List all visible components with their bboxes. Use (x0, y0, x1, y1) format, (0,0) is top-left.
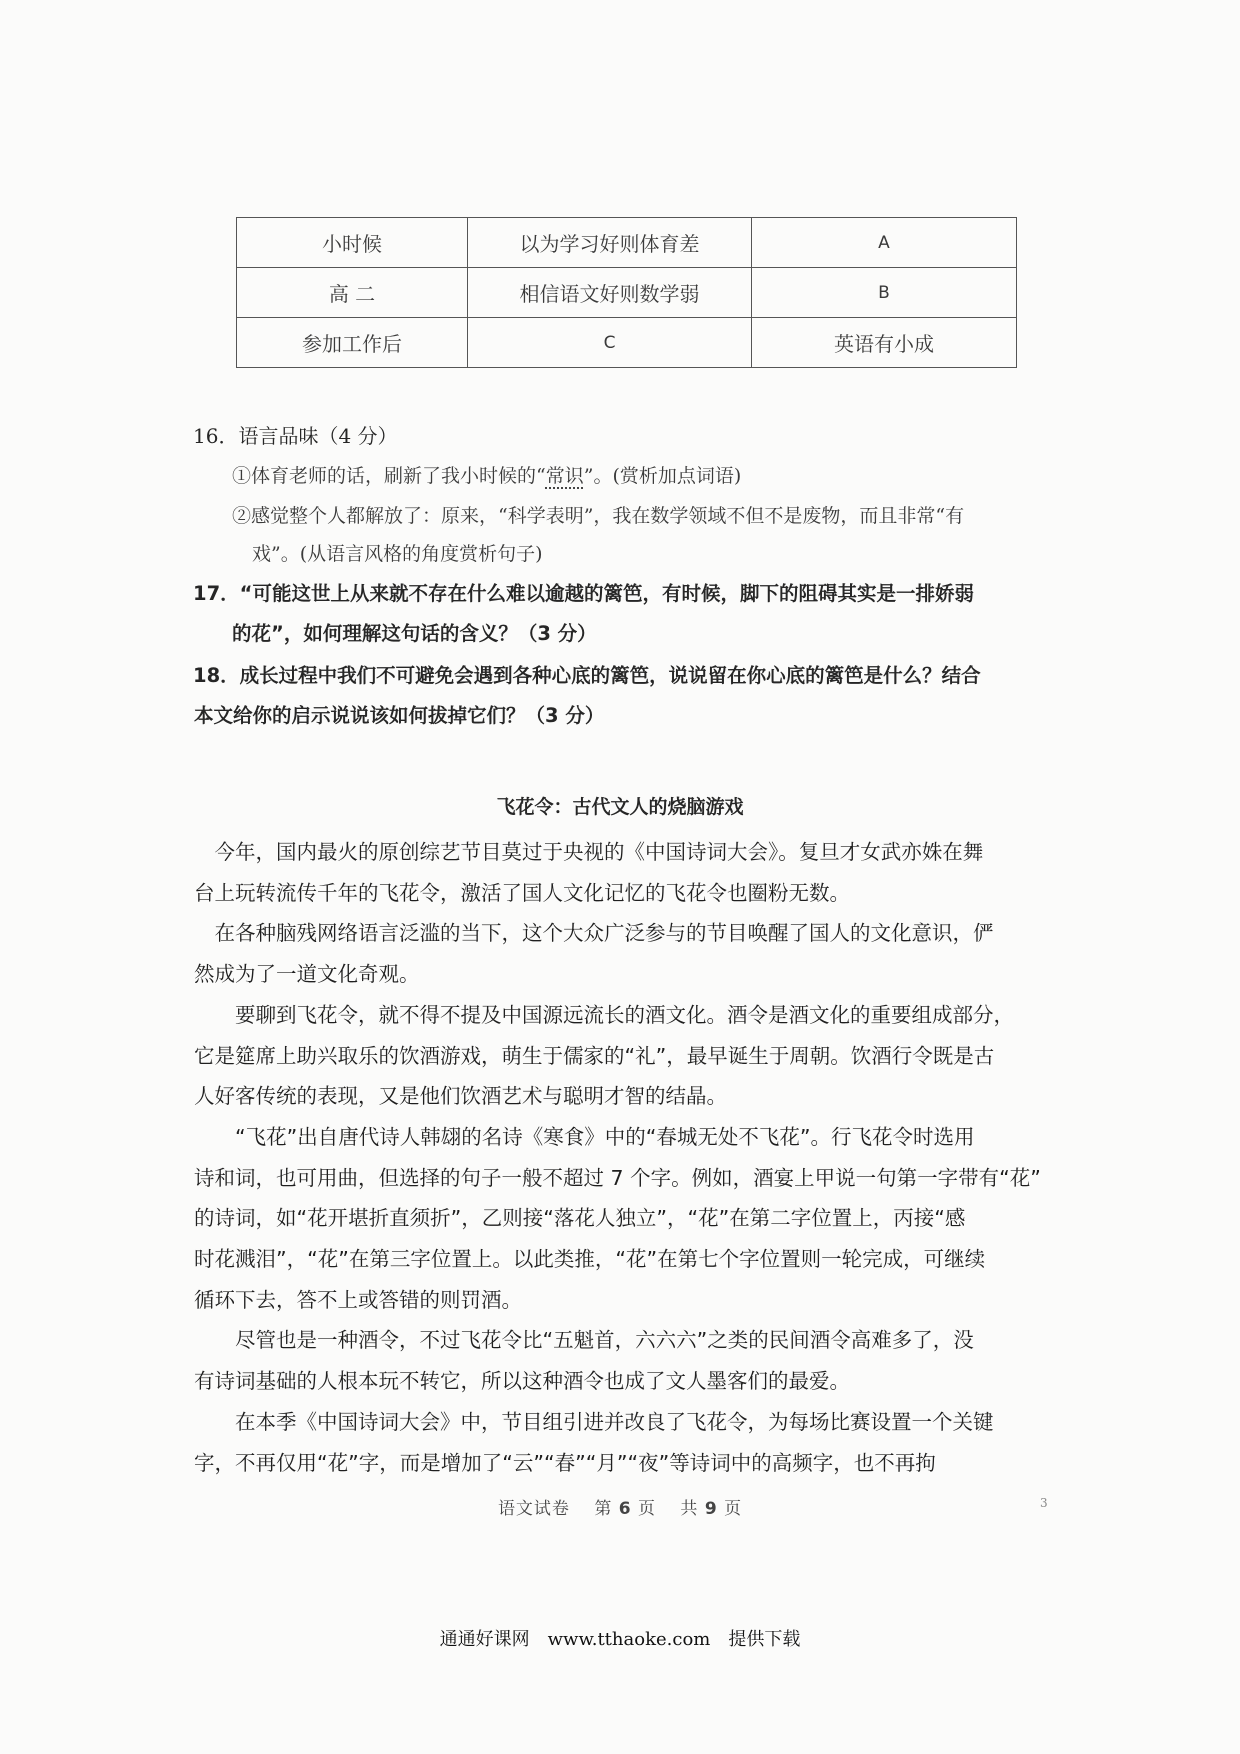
table-cell: A (752, 218, 1017, 268)
footer-page-number: 6 (618, 1499, 632, 1519)
footer-di: 第 (594, 1499, 613, 1519)
article-paragraph (194, 1117, 1041, 1321)
question-16-item-1 (232, 462, 741, 490)
question-16-title: 16．语言品味（4 分） (193, 424, 398, 448)
text-line: 它是筵席上助兴取乐的饮酒游戏，萌生于儒家的“礼”，最早诞生于周朝。饮酒行令既是古 (194, 1043, 995, 1068)
article-paragraph (194, 832, 1024, 913)
article-paragraph (194, 995, 1024, 1117)
text-line: 循环下去，答不上或答错的则罚酒。 (194, 1287, 522, 1312)
table-cell: 以为学习好则体育差 (468, 218, 752, 268)
question-18-line-1: 18．成长过程中我们不可避免会遇到各种心底的篱笆，说说留在你心底的篱笆是什么？结合 (193, 664, 981, 687)
question-17-line-2: 的花”，如何理解这句话的含义？（3 分） (232, 622, 597, 645)
footer-total-pages: 9 (704, 1499, 718, 1519)
text-line: 尽管也是一种酒令，不过飞花令比“五魁首，六六六”之类的民间酒令高难多了，没 (194, 1328, 974, 1353)
table-cell: C (468, 318, 752, 368)
table-row (237, 268, 1017, 318)
article-paragraph (194, 1320, 1024, 1401)
text-line: 诗和词，也可用曲，但选择的句子一般不超过 7 个字。例如，酒宴上甲说一句第一字带有“花” (194, 1165, 1041, 1190)
text-line: 在本季《中国诗词大会》中，节目组引进并改良了飞花令，为每场比赛设置一个关键 (194, 1409, 994, 1434)
question-16-item-2-line-2: 戏”。(从语言风格的角度赏析句子) (252, 543, 543, 565)
text-line: 字，不再仅用“花”字，而是增加了“云”“春”“月”“夜”等诗词中的高频字，也不再拘 (194, 1450, 936, 1475)
article-body (194, 832, 1041, 1483)
question-16-item-2-line-1: ②感觉整个人都解放了：原来，“科学表明”，我在数学领域不但不是废物，而且非常“有 (232, 505, 965, 527)
text-line: 今年，国内最火的原创综艺节目莫过于央视的《中国诗词大会》。复旦才女武亦姝在舞 (194, 840, 984, 864)
item-text: ”。(赏析加点词语) (583, 465, 742, 487)
article-title: 飞花令：古代文人的烧脑游戏 (496, 796, 744, 818)
text-line: 台上玩转流传千年的飞花令，激活了国人文化记忆的飞花令也圈粉无数。 (194, 880, 850, 905)
text-line: 人好客传统的表现，又是他们饮酒艺术与聪明才智的结晶。 (194, 1084, 727, 1109)
table-row (237, 318, 1017, 368)
footer-ye: 页 (638, 1499, 656, 1519)
article-paragraph (194, 913, 1024, 994)
table-cell: 高 二 (237, 268, 468, 318)
text-line: 然成为了一道文化奇观。 (194, 962, 420, 987)
footer-gong: 共 (680, 1499, 699, 1519)
question-18-line-2: 本文给你的启示说说该如何拔掉它们？（3 分） (194, 704, 605, 727)
text-line: 的诗词，如“花开堪折直须折”，乙则接“落花人独立”，“花”在第二字位置上，丙接“感 (194, 1206, 966, 1231)
page-footer (0, 1494, 1240, 1519)
footer-subject: 语文试卷 (497, 1499, 570, 1519)
text-line: 要聊到飞花令，就不得不提及中国源远流长的酒文化。酒令是酒文化的重要组成部分， (194, 1002, 1014, 1027)
corner-mark: 3 (1040, 1496, 1048, 1510)
table-cell: 英语有小成 (752, 318, 1017, 368)
download-credit: 通通好课网 www.tthaoke.com 提供下载 (439, 1629, 801, 1650)
text-line: 时花溅泪”，“花”在第三字位置上。以此类推，“花”在第七个字位置则一轮完成，可继续 (194, 1247, 986, 1272)
text-line: “飞花”出自唐代诗人韩翃的名诗《寒食》中的“春城无处不飞花”。行飞花令时选用 (194, 1124, 975, 1149)
question-17-line-1: 17．“可能这世上从来就不存在什么难以逾越的篱笆，有时候，脚下的阻碍其实是一排娇弱 (193, 582, 974, 605)
table-cell: 小时候 (237, 218, 468, 268)
table-cell: 相信语文好则数学弱 (468, 268, 752, 318)
table-row (237, 218, 1017, 268)
text-line: 有诗词基础的人根本玩不转它，所以这种酒令也成了文人墨客们的最爱。 (194, 1369, 850, 1394)
table-cell: B (752, 268, 1017, 318)
summary-table (236, 217, 1017, 368)
footer-ye: 页 (724, 1499, 743, 1519)
article-paragraph (194, 1402, 1024, 1483)
text-line: 在各种脑残网络语言泛滥的当下，这个大众广泛参与的节目唤醒了国人的文化意识，俨 (194, 921, 994, 946)
table-cell: 参加工作后 (237, 318, 468, 368)
item-text: ①体育老师的话，刷新了我小时候的“ (232, 465, 546, 487)
dotted-word: 常识 (545, 465, 584, 487)
